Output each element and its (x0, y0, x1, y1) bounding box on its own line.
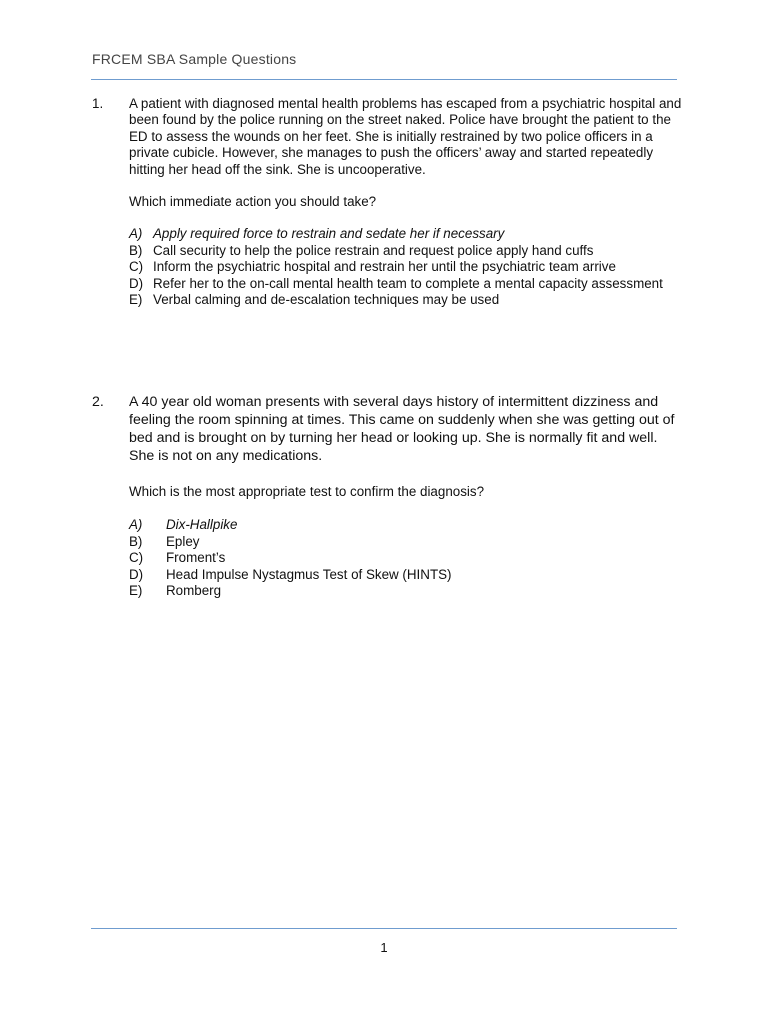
answer-options (129, 226, 682, 308)
answer-option-d (129, 567, 682, 584)
header-divider (91, 79, 677, 80)
page-header-title: FRCEM SBA Sample Questions (92, 51, 297, 67)
option-letter: D) (129, 566, 144, 582)
answer-option-c (129, 259, 682, 275)
answer-option-a (129, 517, 682, 534)
question-1 (92, 96, 682, 308)
option-letter: D) (129, 275, 144, 291)
answer-option-e (129, 583, 682, 600)
question-stem: A 40 year old woman presents with several days history of intermittent dizziness and feeling the room spinning at times. This came on suddenly when she was getting out of bed and is brought on by turning her head or looking up. She is normally fit and well. She is not on any medications. (129, 394, 675, 464)
option-text: Head Impulse Nystagmus Test of Skew (HINTS) (166, 566, 452, 582)
question-body (129, 96, 682, 308)
option-text: Inform the psychiatric hospital and restrain her until the psychiatric team arrive (153, 259, 616, 275)
option-text: Apply required force to restrain and sedate her if necessary (153, 226, 505, 242)
option-letter: E) (129, 583, 143, 599)
option-letter: A) (129, 517, 143, 532)
answer-option-b (129, 243, 682, 259)
option-letter: A) (129, 226, 143, 242)
answer-option-b (129, 534, 682, 551)
question-2 (92, 393, 682, 600)
option-letter: E) (129, 292, 143, 308)
question-stem: A patient with diagnosed mental health problems has escaped from a psychiatric hospital and been found by the police running on the street naked. Police have brought the patient to the ED to assess the wounds on her feet. She is initially restrained by two police officers in a private cubicle. However, she manages to push the officers’ away and started repeatedly hitting her head off the sink. She is uncooperative. (129, 96, 682, 177)
option-text: Refer her to the on-call mental health team to complete a mental capacity assessment (153, 275, 663, 291)
question-prompt: Which immediate action you should take? (129, 194, 377, 210)
question-prompt: Which is the most appropriate test to confirm the diagnosis? (129, 484, 485, 499)
answer-option-d (129, 276, 682, 292)
question-number: 2. (92, 394, 104, 410)
option-text: Dix-Hallpike (166, 517, 238, 532)
answer-option-a (129, 226, 682, 242)
footer-divider (91, 928, 677, 929)
answer-option-e (129, 292, 682, 308)
option-letter: B) (129, 533, 143, 549)
question-number: 1. (92, 96, 104, 111)
answer-options (129, 517, 682, 600)
option-letter: C) (129, 550, 144, 566)
option-text: Call security to help the police restrain and request police apply hand cuffs (153, 242, 594, 258)
option-text: Verbal calming and de-escalation techniques may be used (153, 292, 500, 308)
option-letter: C) (129, 259, 144, 275)
question-body (129, 393, 682, 600)
option-text: Romberg (166, 583, 222, 599)
option-text: Froment’s (166, 550, 226, 566)
answer-option-c (129, 550, 682, 567)
page-number: 1 (380, 940, 388, 955)
option-text: Epley (166, 533, 200, 549)
option-letter: B) (129, 242, 143, 258)
